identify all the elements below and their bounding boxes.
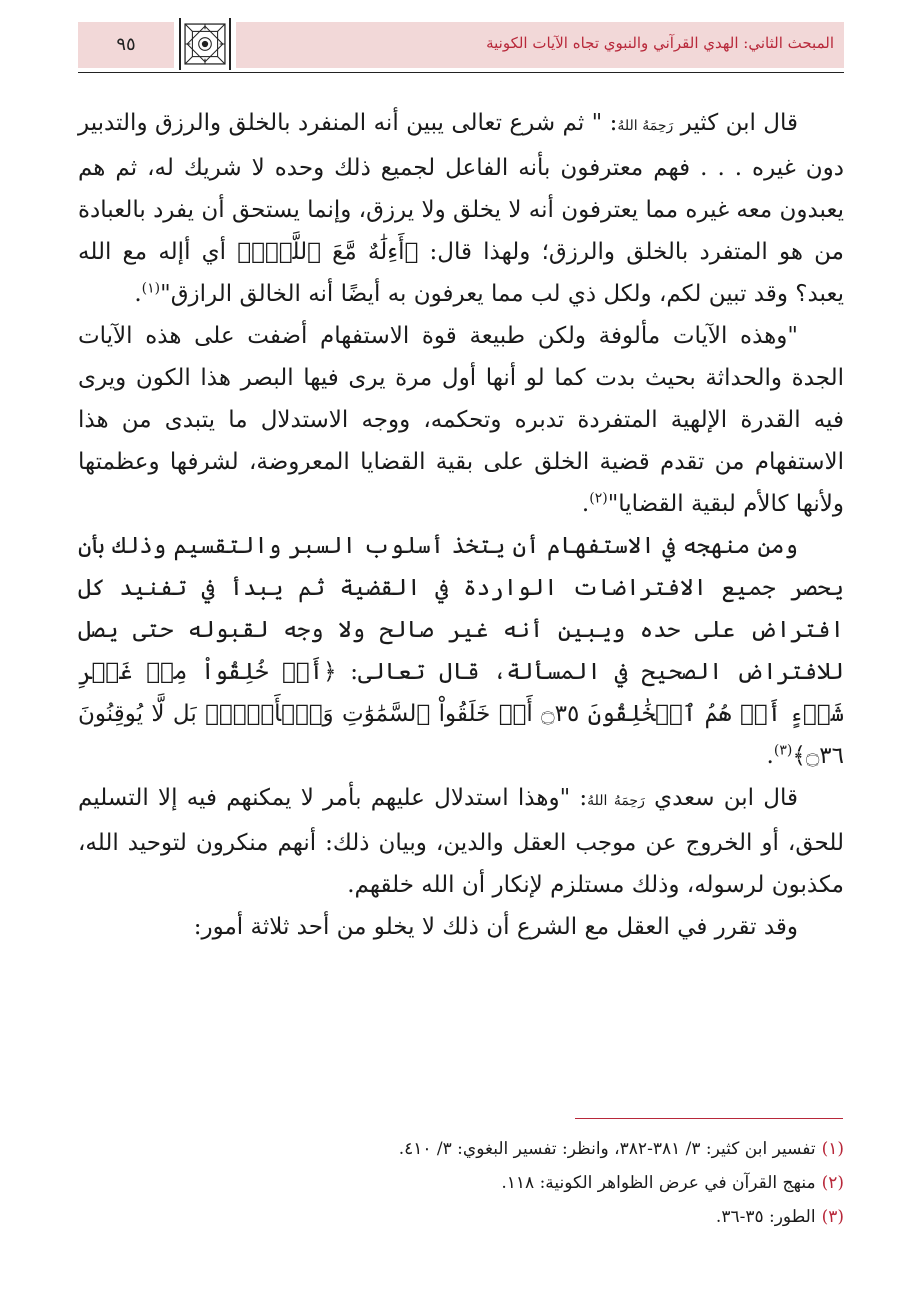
- footnote-item: [78, 1132, 844, 1166]
- paragraph-text: "وهذه الآيات مألوفة ولكن طبيعة قوة الاستفهام أضفت على هذه الآيات الجدة والحداثة بحيث بدت كما لو أنها أول مرة يرى فيها البصر هذا الكون ويرى فيه القدرة الإلهية المتفردة تدبره وتحكمه، ووجه الاستدلال ما يتبدى من هذا الاستفهام من تقدم قضية الخلق على بقية القضايا المعروضة، لشرفها وعظمتها ولأنها كالأم لبقية القضايا": [78, 323, 844, 517]
- footnote-number: (١): [821, 1139, 844, 1159]
- footnote-ref: (٣): [773, 742, 793, 759]
- chapter-title: المبحث الثاني: الهدي القرآني والنبوي تجاه الآيات الكونية: [486, 34, 834, 52]
- honorific: رَحِمَهُ اللهُ: [617, 118, 674, 134]
- footnote-ref: (١): [141, 280, 161, 297]
- footnote-number: (٣): [821, 1207, 844, 1227]
- honorific: رَحِمَهُ اللهُ: [587, 793, 645, 809]
- main-text: [78, 102, 844, 948]
- footnote-item: [78, 1166, 844, 1200]
- paragraph-tail: .: [766, 743, 774, 769]
- paragraph-ibn-kathir: [78, 102, 844, 315]
- paragraph-text: ومن منهجه في الاستفهام أن يتخذ أسلوب السبر والتقسيم وذلك بأن يحصر جميع الافتراضات الواردة في القضية ثم يبدأ في تفنيد كل افتراض على حده ويبين أنه غير صالح ولا وجه لقبوله حتى يصل للافتراض الصحيح في المسألة، قال تعالى: ﴿أَمۡ خُلِقُواْ مِنۡ غَيۡرِ شَيۡءٍ أَمۡ هُمُ ٱلۡخَٰلِقُونَ ۝٣٥ أَمۡ خَلَقُواْ ٱلسَّمَٰوَٰتِ وَٱلۡأَرۡضَۚ بَل لَّا يُوقِنُونَ ۝٣٦﴾: [78, 533, 844, 769]
- quote-lead: قال ابن كثير: [673, 110, 798, 136]
- quote-lead: قال ابن سعدي: [644, 785, 798, 811]
- paragraph-tail: .: [134, 281, 142, 307]
- paragraph-ibn-saadi: [78, 777, 844, 906]
- footnotes: [78, 1132, 844, 1234]
- footnote-text: الطور: ٣٥-٣٦.: [715, 1207, 816, 1227]
- paragraph-verses: [78, 315, 844, 525]
- footnote-item: [78, 1200, 844, 1234]
- footnote-number: (٢): [821, 1173, 844, 1193]
- ornament-icon: [179, 18, 231, 70]
- paragraph-conclusion: [78, 906, 844, 948]
- footnote-text: منهج القرآن في عرض الظواهر الكونية: ١١٨.: [501, 1173, 816, 1193]
- footnote-text: تفسير ابن كثير: ٣/ ٣٨١-٣٨٢، وانظر: تفسير البغوي: ٣/ ٤١٠.: [398, 1139, 816, 1159]
- page-header: [78, 12, 844, 73]
- paragraph-text: : " ثم شرع تعالى يبين أنه المنفرد بالخلق والرزق والتدبير دون غيره . . . فهم معترفون بأنه الفاعل لجميع ذلك وحده لا شريك له، ثم هم يعبدون معه غيره مما يعترفون أنه لا يخلق ولا يرزق، وإنما يستحق أن يفرد بالعبادة من هو المتفرد بالخلق والرزق؛ ولهذا قال: ﴿أَءِلَٰهٌ مَّعَ ٱللَّهِۚ﴾ أي أإله مع الله يعبد؟ وقد تبين لكم، ولكل ذي لب مما يعرفون به أيضًا أنه الخالق الرازق": [78, 110, 844, 307]
- paragraph-tail: .: [581, 491, 590, 517]
- paragraph-method: [78, 525, 844, 777]
- paragraph-text: وقد تقرر في العقل مع الشرع أن ذلك لا يخلو من أحد ثلاثة أمور:: [193, 914, 798, 940]
- footnote-divider: [575, 1118, 843, 1119]
- page-number: ٩٥: [78, 22, 174, 68]
- footnote-ref: (٢): [589, 490, 608, 507]
- paragraph-text: : "وهذا استدلال عليهم بأمر لا يمكنهم فيه إلا التسليم للحق، أو الخروج عن موجب العقل والدين، وبيان ذلك: أنهم منكرون لتوحيد الله، مكذبون لرسوله، وذلك مستلزم لإنكار أن الله خلقهم.: [78, 785, 844, 898]
